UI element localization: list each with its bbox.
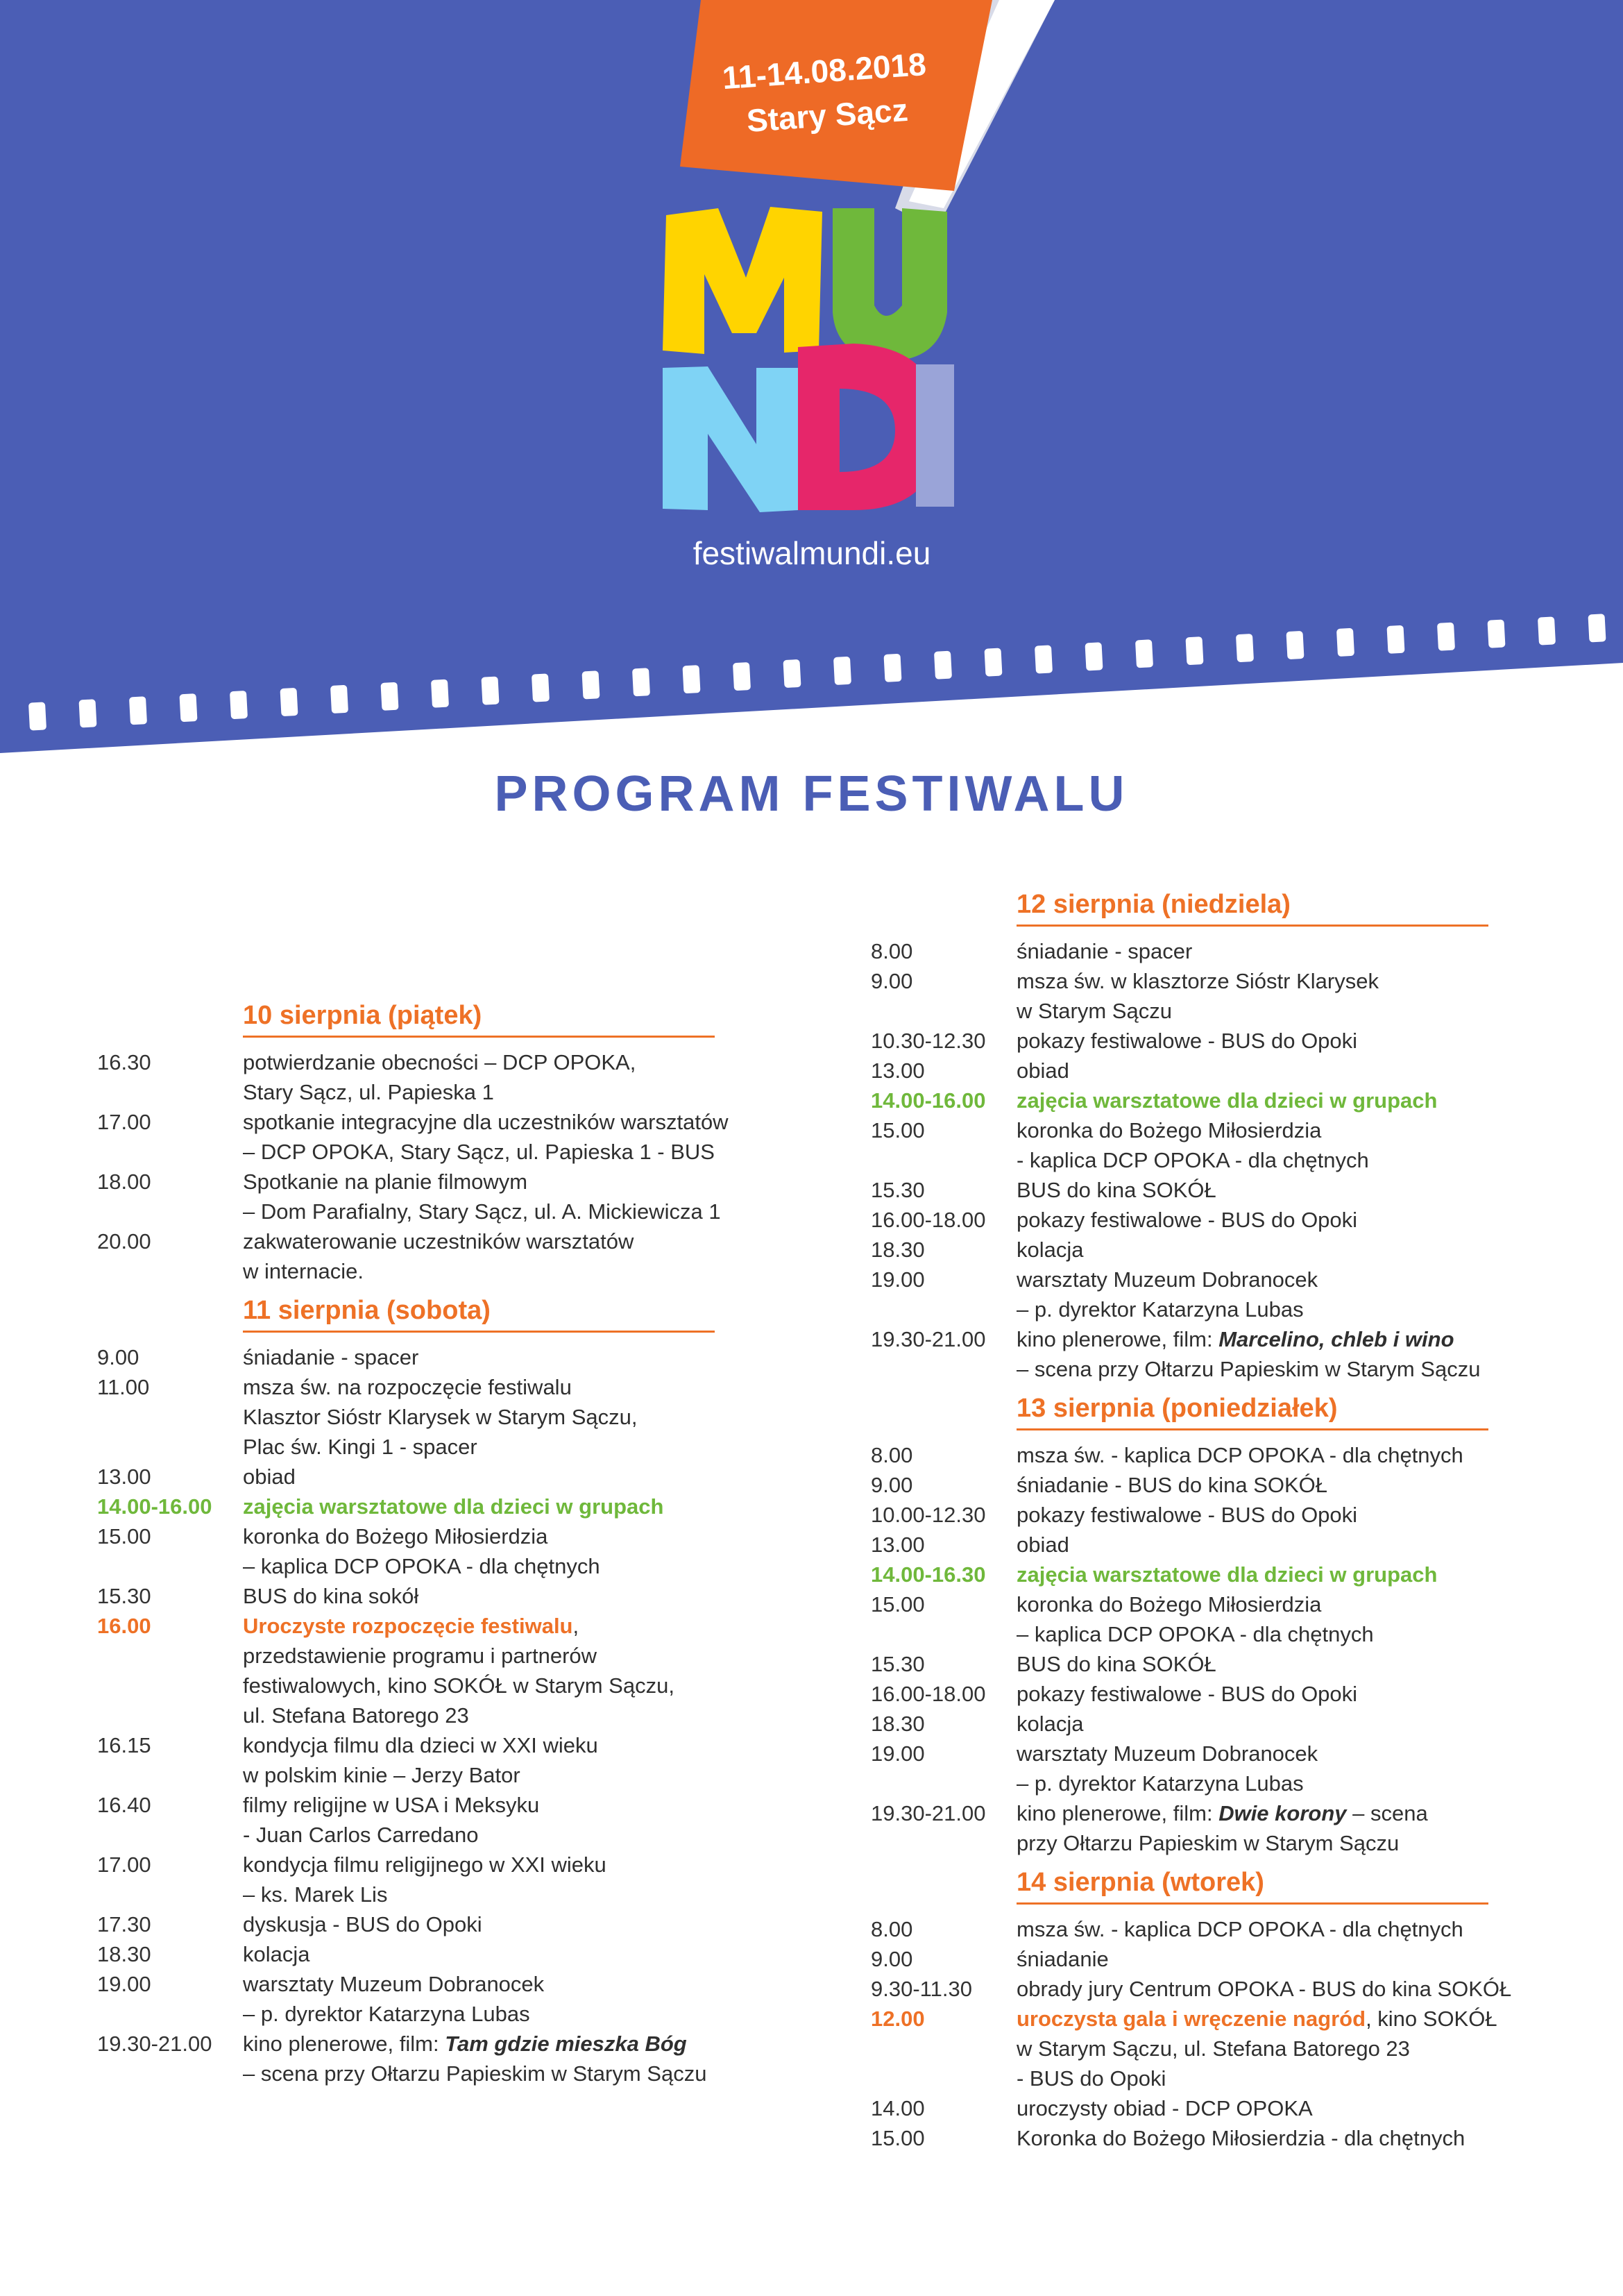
event-highlight: uroczysta gala i wręczenie nagród — [1017, 2007, 1366, 2031]
film-hole — [532, 673, 550, 702]
event-time: 14.00-16.00 — [97, 1494, 212, 1519]
schedule-row — [871, 936, 1565, 966]
event-text: kolacja — [243, 1942, 310, 1966]
event-description — [1017, 2123, 1565, 2153]
event-time: 9.30-11.30 — [871, 1977, 972, 2001]
event-time: 16.00-18.00 — [871, 1682, 986, 1706]
event-time: 16.30 — [97, 1050, 151, 1074]
event-text: obiad — [243, 1464, 296, 1489]
logo-letter-i — [916, 364, 954, 507]
film-hole — [1085, 642, 1103, 670]
film-hole — [481, 676, 499, 704]
event-description — [1017, 1914, 1565, 1944]
event-description — [1017, 1175, 1565, 1205]
event-time: 15.00 — [97, 1524, 151, 1548]
schedule-row — [871, 1914, 1565, 1944]
event-time: 18.30 — [871, 1712, 925, 1736]
event-time: 11.00 — [97, 1375, 150, 1399]
event-text: pokazy festiwalowe - BUS do Opoki — [1017, 1029, 1358, 1053]
schedule-row — [97, 1939, 791, 1969]
film-hole — [984, 648, 1002, 676]
event-time: 8.00 — [871, 1443, 913, 1467]
event-text: obrady jury Centrum OPOKA - BUS do kina SOKÓŁ — [1017, 1977, 1512, 2001]
event-text: msza św. na rozpoczęcie festiwalu Klasztor Sióstr Klarysek w Starym Sączu, Plac św. Kingi 1 - spacer — [243, 1375, 638, 1459]
event-description — [1017, 1026, 1565, 1056]
event-description — [243, 1909, 791, 1939]
film-hole — [431, 679, 449, 708]
event-text: zajęcia warsztatowe dla dzieci w grupach — [243, 1494, 664, 1519]
event-text: śniadanie - spacer — [1017, 939, 1193, 963]
event-time: 9.00 — [97, 1345, 139, 1369]
event-text: kolacja — [1017, 1238, 1084, 1262]
event-time: 14.00 — [871, 2096, 925, 2120]
event-text: śniadanie - BUS do kina SOKÓŁ — [1017, 1473, 1328, 1497]
event-text: msza św. w klasztorze Sióstr Klarysek w Starym Sączu — [1017, 969, 1379, 1023]
film-hole — [1487, 619, 1505, 648]
event-text: zajęcia warsztatowe dla dzieci w grupach — [1017, 1088, 1438, 1113]
film-hole — [581, 670, 600, 699]
event-description — [243, 2029, 791, 2088]
event-highlight: Uroczyste rozpoczęcie festiwalu — [243, 1614, 573, 1638]
schedule-row — [871, 966, 1565, 1026]
film-hole — [1236, 634, 1254, 662]
schedule-row — [871, 1205, 1565, 1235]
event-description — [1017, 1530, 1565, 1560]
schedule-row — [97, 1611, 791, 1730]
event-description — [1017, 1739, 1565, 1798]
event-time: 19.30-21.00 — [871, 1327, 986, 1351]
schedule-row — [871, 1560, 1565, 1589]
schedule-row — [97, 1581, 791, 1611]
event-text: , przedstawienie programu i partnerów festiwalowych, kino SOKÓŁ w Starym Sączu, ul. Stefana Batorego 23 — [243, 1614, 674, 1728]
event-text: kolacja — [1017, 1712, 1084, 1736]
schedule-row — [871, 2004, 1565, 2093]
film-title: Marcelino, chleb i wino — [1218, 1327, 1454, 1351]
event-time: 16.40 — [97, 1793, 151, 1817]
schedule-row — [871, 1235, 1565, 1265]
day-section — [97, 999, 791, 1286]
event-time: 16.00-18.00 — [871, 1208, 986, 1232]
schedule-row — [871, 1086, 1565, 1115]
schedule-row — [97, 1909, 791, 1939]
event-description — [243, 1521, 791, 1581]
day-heading: 10 sierpnia (piątek) — [243, 999, 715, 1038]
schedule-row — [871, 1500, 1565, 1530]
day-section — [871, 888, 1565, 1384]
website-url[interactable]: festiwalmundi.eu — [692, 535, 931, 571]
day-section — [97, 1294, 791, 2088]
film-hole — [1185, 636, 1203, 665]
event-text: śniadanie - spacer — [243, 1345, 419, 1369]
event-description — [1017, 1440, 1565, 1470]
film-hole — [883, 654, 901, 682]
event-time: 18.30 — [871, 1238, 925, 1262]
event-time: 14.00-16.30 — [871, 1562, 986, 1587]
event-description — [1017, 1265, 1565, 1324]
schedule-row — [871, 1265, 1565, 1324]
schedule-row — [97, 1462, 791, 1492]
event-time: 19.00 — [97, 1972, 151, 1996]
schedule-row — [871, 1798, 1565, 1858]
schedule-row — [871, 1974, 1565, 2004]
event-time: 15.30 — [871, 1178, 925, 1202]
film-hole — [28, 702, 46, 730]
schedule-row — [871, 1470, 1565, 1500]
event-description — [1017, 1086, 1565, 1115]
event-text: pokazy festiwalowe - BUS do Opoki — [1017, 1208, 1358, 1232]
event-text-prefix: kino plenerowe, film: — [243, 2032, 445, 2056]
event-text: koronka do Bożego Miłosierdzia - kaplica DCP OPOKA - dla chętnych — [1017, 1118, 1369, 1172]
event-time: 15.30 — [97, 1584, 151, 1608]
event-text: uroczysty obiad - DCP OPOKA — [1017, 2096, 1313, 2120]
event-text: zajęcia warsztatowe dla dzieci w grupach — [1017, 1562, 1438, 1587]
event-text-prefix: kino plenerowe, film: — [1017, 1801, 1219, 1825]
event-description — [243, 1730, 791, 1790]
event-text: BUS do kina SOKÓŁ — [1017, 1652, 1216, 1676]
film-title: Dwie korony — [1218, 1801, 1347, 1825]
event-description — [1017, 1679, 1565, 1709]
schedule-row — [97, 1521, 791, 1581]
event-description — [1017, 1205, 1565, 1235]
event-text: msza św. - kaplica DCP OPOKA - dla chętnych — [1017, 1917, 1463, 1941]
schedule-row — [97, 1226, 791, 1286]
event-time: 10.30-12.30 — [871, 1029, 986, 1053]
event-description — [1017, 966, 1565, 1026]
event-time: 8.00 — [871, 939, 913, 963]
event-time: 15.00 — [871, 2126, 925, 2150]
event-time: 13.00 — [97, 1464, 151, 1489]
event-description — [1017, 1324, 1565, 1384]
schedule-row — [97, 1342, 791, 1372]
film-hole — [833, 657, 851, 685]
schedule-row — [871, 1649, 1565, 1679]
film-hole — [330, 685, 348, 714]
event-description — [243, 1581, 791, 1611]
event-description — [1017, 1709, 1565, 1739]
event-time: 14.00-16.00 — [871, 1088, 986, 1113]
event-text: – scena przy Ołtarzu Papieskim w Starym Sączu — [1017, 1801, 1428, 1855]
event-time: 20.00 — [97, 1229, 151, 1253]
event-text: obiad — [1017, 1058, 1069, 1083]
schedule-row — [97, 1372, 791, 1462]
event-description — [243, 1462, 791, 1492]
schedule-row — [97, 1492, 791, 1521]
event-time: 12.00 — [871, 2007, 925, 2031]
schedule-row — [871, 1530, 1565, 1560]
event-description — [243, 1047, 791, 1107]
event-description — [243, 1969, 791, 2029]
event-description — [1017, 1974, 1565, 2004]
event-text: filmy religijne w USA i Meksyku - Juan Carlos Carredano — [243, 1793, 540, 1847]
event-text: pokazy festiwalowe - BUS do Opoki — [1017, 1503, 1358, 1527]
event-text: BUS do kina sokół — [243, 1584, 419, 1608]
page-title: PROGRAM FESTIWALU — [494, 766, 1129, 822]
event-time: 9.00 — [871, 1473, 913, 1497]
film-hole — [632, 668, 650, 696]
event-description — [1017, 1470, 1565, 1500]
schedule-row — [871, 1175, 1565, 1205]
schedule-row — [871, 1115, 1565, 1175]
event-description — [1017, 1500, 1565, 1530]
event-time: 8.00 — [871, 1917, 913, 1941]
film-hole — [129, 696, 147, 725]
day-heading: 13 sierpnia (poniedziałek) — [1017, 1392, 1488, 1430]
event-description — [1017, 1649, 1565, 1679]
event-time: 9.00 — [871, 1947, 913, 1971]
schedule-row — [871, 1440, 1565, 1470]
event-time: 19.00 — [871, 1267, 925, 1292]
schedule-right-column — [871, 888, 1565, 2161]
event-text: BUS do kina SOKÓŁ — [1017, 1178, 1216, 1202]
film-hole — [1538, 616, 1556, 645]
event-time: 15.30 — [871, 1652, 925, 1676]
event-description — [243, 1167, 791, 1226]
schedule-row — [871, 2123, 1565, 2153]
event-time: 13.00 — [871, 1533, 925, 1557]
event-description — [1017, 1235, 1565, 1265]
event-text: kondycja filmu dla dzieci w XXI wieku w polskim kinie – Jerzy Bator — [243, 1733, 598, 1787]
event-text: Koronka do Bożego Miłosierdzia - dla chętnych — [1017, 2126, 1465, 2150]
event-text: potwierdzanie obecności – DCP OPOKA, Stary Sącz, ul. Papieska 1 — [243, 1050, 636, 1104]
event-text: zakwaterowanie uczestników warsztatów w internacie. — [243, 1229, 634, 1283]
film-hole — [380, 682, 398, 711]
schedule-row — [97, 1969, 791, 2029]
film-hole — [179, 693, 197, 722]
schedule-row — [97, 1730, 791, 1790]
event-text: – scena przy Ołtarzu Papieskim w Starym Sączu — [243, 2061, 707, 2086]
event-text: – scena przy Ołtarzu Papieskim w Starym Sączu — [1017, 1357, 1481, 1381]
event-time: 19.30-21.00 — [871, 1801, 986, 1825]
day-section — [871, 1866, 1565, 2153]
event-text: obiad — [1017, 1533, 1069, 1557]
film-hole — [1336, 628, 1354, 657]
schedule-row — [871, 1056, 1565, 1086]
event-description — [243, 1492, 791, 1521]
event-time: 19.30-21.00 — [97, 2032, 212, 2056]
schedule-row — [97, 1167, 791, 1226]
schedule-row — [97, 2029, 791, 2088]
film-hole — [230, 691, 248, 719]
schedule-row — [871, 1709, 1565, 1739]
schedule-row — [97, 1047, 791, 1107]
event-description — [243, 1790, 791, 1850]
event-time: 18.30 — [97, 1942, 151, 1966]
event-time: 9.00 — [871, 969, 913, 993]
event-time: 15.00 — [871, 1118, 925, 1142]
event-description — [243, 1850, 791, 1909]
day-section — [871, 1392, 1565, 1858]
schedule-row — [871, 1324, 1565, 1384]
film-hole — [1588, 614, 1606, 642]
event-text-prefix: kino plenerowe, film: — [1017, 1327, 1219, 1351]
event-time: 16.15 — [97, 1733, 151, 1757]
event-time: 16.00 — [97, 1614, 151, 1638]
event-text: spotkanie integracyjne dla uczestników warsztatów – DCP OPOKA, Stary Sącz, ul. Papieska 1 - BUS — [243, 1110, 729, 1164]
event-time: 17.30 — [97, 1912, 151, 1936]
event-text: warsztaty Muzeum Dobranocek – p. dyrektor Katarzyna Lubas — [1017, 1267, 1318, 1322]
event-description — [1017, 2093, 1565, 2123]
schedule-row — [871, 1589, 1565, 1649]
event-time: 17.00 — [97, 1110, 151, 1134]
film-hole — [280, 688, 298, 716]
event-description — [243, 1342, 791, 1372]
schedule-left-column — [97, 999, 791, 2097]
day-heading: 11 sierpnia (sobota) — [243, 1294, 715, 1333]
event-text: msza św. - kaplica DCP OPOKA - dla chętnych — [1017, 1443, 1463, 1467]
event-time: 10.00-12.30 — [871, 1503, 986, 1527]
event-text: Spotkanie na planie filmowym – Dom Parafialny, Stary Sącz, ul. A. Mickiewicza 1 — [243, 1170, 721, 1224]
event-time: 17.00 — [97, 1852, 151, 1877]
schedule-row — [871, 1679, 1565, 1709]
film-hole — [934, 651, 952, 679]
event-time: 13.00 — [871, 1058, 925, 1083]
event-description — [1017, 1798, 1565, 1858]
event-text: śniadanie — [1017, 1947, 1109, 1971]
event-description — [1017, 936, 1565, 966]
event-description — [1017, 2004, 1565, 2093]
event-description — [1017, 1944, 1565, 1974]
schedule-row — [97, 1850, 791, 1909]
event-text: pokazy festiwalowe - BUS do Opoki — [1017, 1682, 1358, 1706]
event-description — [243, 1107, 791, 1167]
event-text: dyskusja - BUS do Opoki — [243, 1912, 482, 1936]
film-hole — [783, 659, 801, 688]
festival-place: Stary Sącz — [745, 91, 910, 139]
event-description — [243, 1372, 791, 1462]
event-text: koronka do Bożego Miłosierdzia – kaplica DCP OPOKA - dla chętnych — [1017, 1592, 1374, 1646]
event-text: koronka do Bożego Miłosierdzia – kaplica DCP OPOKA - dla chętnych — [243, 1524, 600, 1578]
event-description — [1017, 1560, 1565, 1589]
schedule-row — [97, 1790, 791, 1850]
film-hole — [1386, 625, 1404, 654]
film-hole — [682, 665, 700, 693]
event-description — [1017, 1115, 1565, 1175]
event-description — [243, 1611, 791, 1730]
event-text: warsztaty Muzeum Dobranocek – p. dyrektor Katarzyna Lubas — [1017, 1741, 1318, 1796]
day-heading: 14 sierpnia (wtorek) — [1017, 1866, 1488, 1905]
event-text: , kino SOKÓŁ w Starym Sączu, ul. Stefana Batorego 23 - BUS do Opoki — [1017, 2007, 1497, 2091]
schedule-row — [97, 1107, 791, 1167]
film-hole — [1135, 639, 1153, 668]
event-text: warsztaty Muzeum Dobranocek – p. dyrektor Katarzyna Lubas — [243, 1972, 545, 2026]
film-hole — [1437, 623, 1455, 651]
film-hole — [78, 699, 96, 727]
film-hole — [733, 662, 751, 691]
event-time: 15.00 — [871, 1592, 925, 1617]
event-description — [243, 1226, 791, 1286]
film-hole — [1286, 631, 1304, 659]
day-heading: 12 sierpnia (niedziela) — [1017, 888, 1488, 927]
film-title: Tam gdzie mieszka Bóg — [445, 2032, 687, 2056]
event-time: 18.00 — [97, 1170, 151, 1194]
schedule-row — [871, 2093, 1565, 2123]
film-hole — [1035, 645, 1053, 673]
festival-dates: 11-14.08.2018 — [721, 45, 928, 96]
schedule-row — [871, 1944, 1565, 1974]
schedule-row — [871, 1026, 1565, 1056]
event-time: 19.00 — [871, 1741, 925, 1766]
event-description — [1017, 1056, 1565, 1086]
schedule-row — [871, 1739, 1565, 1798]
event-description — [1017, 1589, 1565, 1649]
event-text: kondycja filmu religijnego w XXI wieku – ks. Marek Lis — [243, 1852, 606, 1907]
event-description — [243, 1939, 791, 1969]
